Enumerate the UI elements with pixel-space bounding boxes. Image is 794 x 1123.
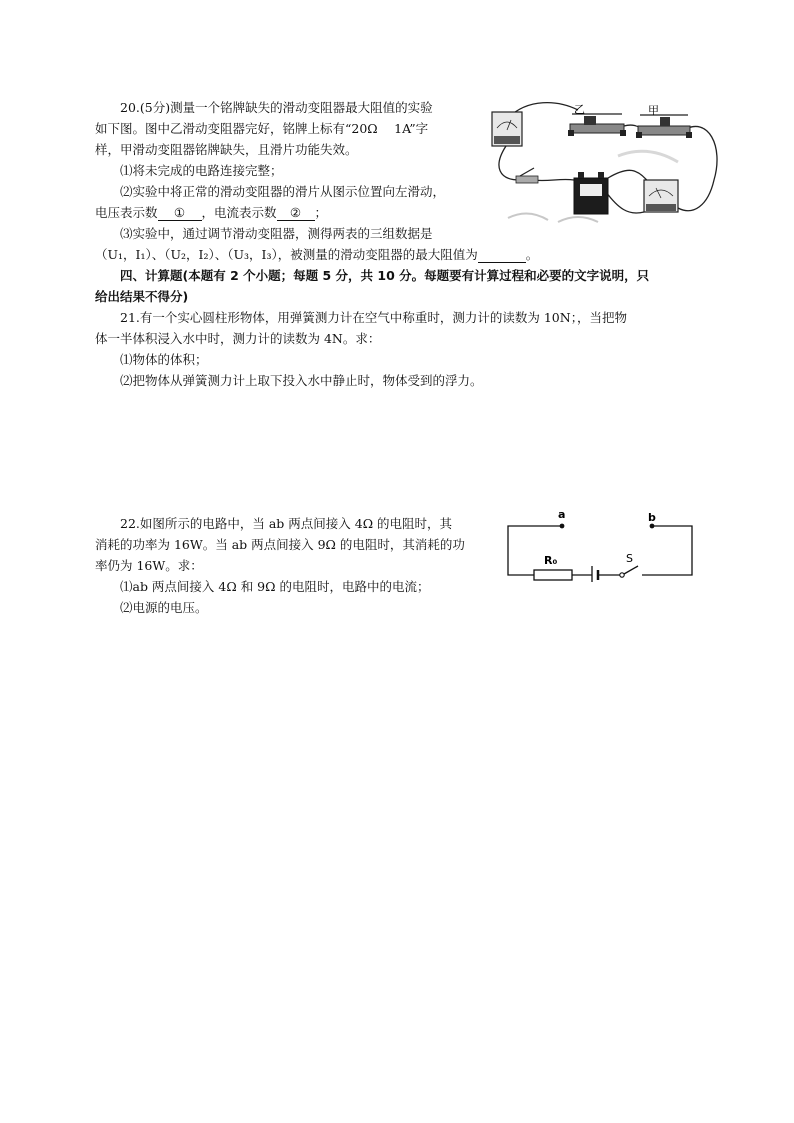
- blank-1: ①: [158, 206, 202, 221]
- q20-item2b-mid: ，电流表示数: [201, 205, 277, 220]
- terminal-a-icon: [560, 524, 565, 529]
- resistor-r0-icon: [534, 570, 572, 580]
- switch-icon: [620, 566, 638, 577]
- q21-item2: ⑵把物体从弹簧测力计上取下投入水中静止时，物体受到的浮力。: [120, 373, 483, 388]
- label-b: b: [648, 511, 656, 524]
- q22-circuit-diagram: [500, 506, 700, 582]
- q20-item3-line2: [95, 247, 538, 263]
- q20-item2b-end: ；: [314, 205, 328, 220]
- q21-line1: 21.有一个实心圆柱形物体，用弹簧测力计在空气中称重时，测力计的读数为 10N；，当把物: [120, 310, 627, 325]
- section-4-heading: 四、计算题(本题有 2 个小题；每题 5 分，共 10 分。每题要有计算过程和必要的文字说明，只: [120, 268, 650, 283]
- q22-item1: ⑴ab 两点间接入 4Ω 和 9Ω 的电阻时，电路中的电流；: [120, 579, 430, 594]
- q20-line2: 如下图。图中乙滑动变阻器完好，铭牌上标有“20Ω 1A”字: [95, 121, 429, 136]
- q20-line1: 20.(5分)测量一个铭牌缺失的滑动变阻器最大阻值的实验: [120, 100, 433, 115]
- q20-circuit-figure: [488, 96, 720, 228]
- section-4-heading-line2: 给出结果不得分): [95, 289, 189, 304]
- q21-item1: ⑴物体的体积；: [120, 352, 208, 367]
- switch-icon: [516, 168, 538, 183]
- terminal-b-icon: [650, 524, 655, 529]
- q20-item2b-prefix: 电压表示数: [95, 205, 158, 220]
- q20-item3: ⑶实验中，通过调节滑动变阻器，测得两表的三组数据是: [120, 226, 433, 241]
- q22-item2: ⑵电源的电压。: [120, 600, 208, 615]
- q20-item3b-end: 。: [525, 247, 539, 262]
- label-r0: R₀: [544, 554, 558, 567]
- q20-item3b: （U₁，I₁）、（U₂，I₂）、（U₃，I₃），被测量的滑动变阻器的最大阻值为: [95, 247, 478, 262]
- q22-line2: 消耗的功率为 16W。当 ab 两点间接入 9Ω 的电阻时，其消耗的功: [95, 537, 465, 552]
- battery-icon: [592, 566, 598, 582]
- blank-2: ②: [277, 206, 315, 221]
- rheostat-jia-icon: [636, 115, 692, 138]
- blank-3: [478, 248, 526, 263]
- q22-line3: 率仍为 16W。求：: [95, 558, 203, 573]
- q20-item2-line2: [95, 205, 327, 221]
- q20-item1: ⑴将未完成的电路连接完整；: [120, 163, 283, 178]
- label-s: S: [626, 552, 633, 565]
- fig-label-yi: 乙: [574, 103, 585, 116]
- rheostat-yi-icon: [568, 114, 626, 136]
- fig-label-jia: 甲: [648, 104, 659, 117]
- label-a: a: [558, 508, 566, 521]
- q21-line2: 体一半体积浸入水中时，测力计的读数为 4N。求：: [95, 331, 381, 346]
- q20-line3: 样，甲滑动变阻器铭牌缺失，且滑片功能失效。: [95, 142, 358, 157]
- q22-line1: 22.如图所示的电路中，当 ab 两点间接入 4Ω 的电阻时，其: [120, 516, 453, 531]
- battery-icon: [574, 172, 608, 214]
- q20-item2: ⑵实验中将正常的滑动变阻器的滑片从图示位置向左滑动，: [120, 184, 446, 199]
